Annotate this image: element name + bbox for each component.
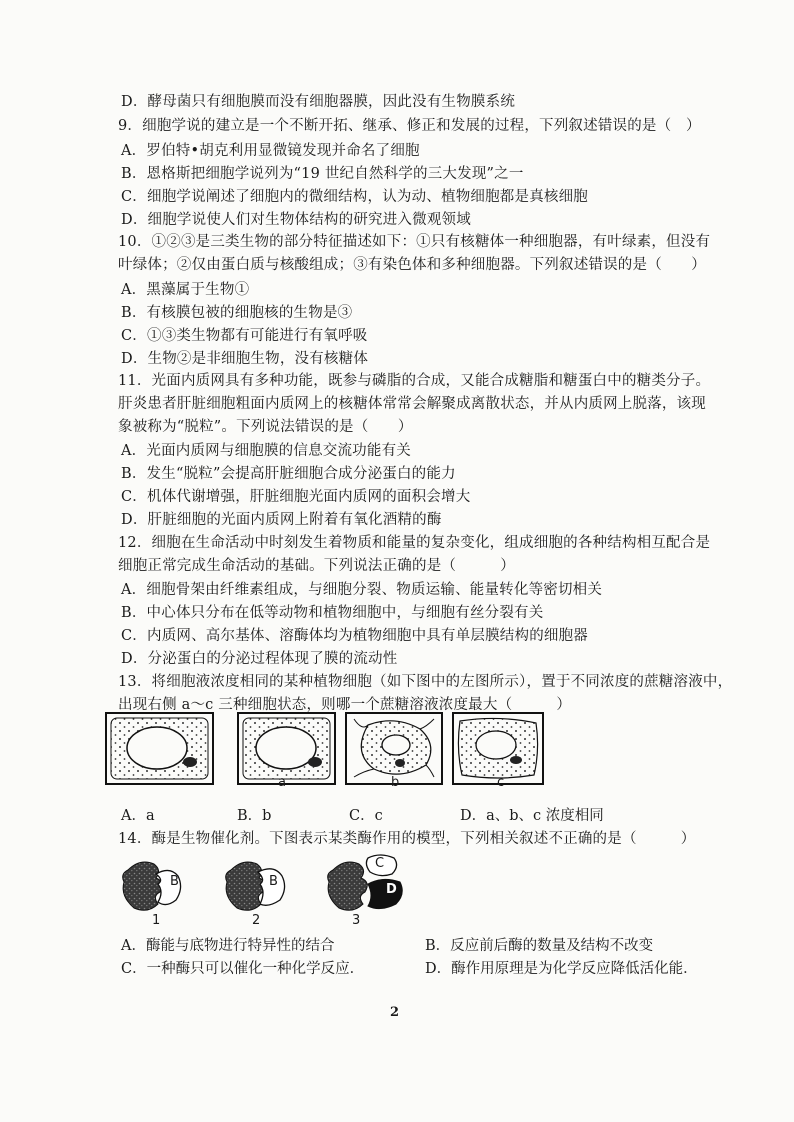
- cell-b: [346, 713, 442, 784]
- q11-option-a: A．光面内质网与细胞膜的信息交流功能有关: [121, 443, 411, 459]
- page-number: 2: [390, 1005, 400, 1020]
- q11-stem-line3: 象被称为“脱粒”。下列说法错误的是（ ）: [118, 419, 413, 435]
- q11-stem-line1: 11．光面内质网具有多种功能，既参与磷脂的合成，又能合成糖脂和糖蛋白中的糖类分子。: [118, 373, 711, 389]
- enzyme-label-2: 2: [252, 913, 261, 928]
- q9-stem: 9．细胞学说的建立是一个不断开拓、继承、修正和发展的过程，下列叙述错误的是（ ）: [118, 118, 701, 134]
- q11-stem-line2: 肝炎患者肝脏细胞粗面内质网上的核糖体常常会解聚成离散状态，并从内质网上脱落，该现: [118, 396, 706, 412]
- plant-cell-figure: [100, 705, 560, 810]
- q13-option-a: A．a: [121, 808, 155, 824]
- enzyme-label-1: 1: [152, 913, 161, 928]
- q13-stem-line1: 13．将细胞液浓度相同的某种植物细胞（如下图中的左图所示），置于不同浓度的蔗糖溶液中，: [118, 674, 733, 690]
- enzyme-part-c: C: [375, 856, 385, 871]
- cell-label-c: c: [497, 775, 505, 790]
- cell-label-b: b: [391, 775, 400, 790]
- q10-option-b: B．有核膜包被的细胞核的生物是③: [121, 305, 353, 321]
- q9-option-b: B．恩格斯把细胞学说列为“19 世纪自然科学的三大发现”之一: [121, 166, 524, 182]
- q11-option-b: B．发生“脱粒”会提高肝脏细胞合成分泌蛋白的能力: [121, 466, 456, 482]
- q8-option-d: D．酵母菌只有细胞膜而没有细胞器膜，因此没有生物膜系统: [121, 94, 516, 110]
- q13-option-c: C．c: [349, 808, 383, 824]
- q13-option-b: B．b: [237, 808, 272, 824]
- q13-option-d: D．a、b、c 浓度相同: [460, 808, 604, 824]
- cell-a: [238, 713, 335, 784]
- q10-stem-line1: 10．①②③是三类生物的部分特征描述如下：①只有核糖体一种细胞器，有叶绿素，但没有: [118, 234, 711, 250]
- q12-stem-line2: 细胞正常完成生命活动的基础。下列说法正确的是（ ）: [118, 558, 515, 574]
- q10-option-a: A．黑藻属于生物①: [121, 282, 250, 298]
- cell-label-a: a: [278, 775, 286, 790]
- nucleus-icon: [308, 757, 322, 767]
- enzyme-part-b-2: B: [269, 874, 278, 889]
- q13-stem-line2: 出现右侧 a～c 三种细胞状态，则哪一个蔗糖溶液浓度最大（ ）: [118, 697, 572, 713]
- q14-option-b: B．反应前后酶的数量及结构不改变: [425, 938, 654, 954]
- q14-option-d: D．酶作用原理是为化学反应降低活化能．: [425, 961, 698, 977]
- q9-option-d: D．细胞学说使人们对生物体结构的研究进入微观领域: [121, 212, 471, 228]
- q11-option-d: D．肝脏细胞的光面内质网上附着有氧化酒精的酶: [121, 512, 442, 528]
- q14-option-c: C．一种酶只可以催化一种化学反应．: [121, 961, 365, 977]
- nucleus-icon: [510, 756, 522, 764]
- q12-option-a: A．细胞骨架由纤维素组成，与细胞分裂、物质运输、能量转化等密切相关: [121, 582, 603, 598]
- original-cell: [106, 713, 213, 784]
- q12-option-c: C．内质网、高尔基体、溶酶体均为植物细胞中具有单层膜结构的细胞器: [121, 628, 588, 644]
- enzyme-label-3: 3: [352, 913, 361, 928]
- q9-option-a: A．罗伯特•胡克利用显微镜发现并命名了细胞: [121, 143, 420, 159]
- enzyme-model-figure: [118, 852, 418, 932]
- nucleus-icon: [395, 759, 405, 767]
- q14-stem: 14．酶是生物催化剂。下图表示某类酶作用的模型，下列相关叙述不正确的是（ ）: [118, 831, 696, 847]
- q14-option-a: A．酶能与底物进行特异性的结合: [121, 938, 335, 954]
- q10-option-c: C．①③类生物都有可能进行有氧呼吸: [121, 328, 368, 344]
- q12-stem-line1: 12．细胞在生命活动中时刻发生着物质和能量的复杂变化，组成细胞的各种结构相互配合是: [118, 535, 711, 551]
- q9-option-c: C．细胞学说阐述了细胞内的微细结构，认为动、植物细胞都是真核细胞: [121, 189, 588, 205]
- q11-option-c: C．机体代谢增强，肝脏细胞光面内质网的面积会增大: [121, 489, 471, 505]
- q12-option-b: B．中心体只分布在低等动物和植物细胞中，与细胞有丝分裂有关: [121, 605, 544, 621]
- q10-option-d: D．生物②是非细胞生物，没有核糖体: [121, 351, 369, 367]
- q12-option-d: D．分泌蛋白的分泌过程体现了膜的流动性: [121, 651, 398, 667]
- cell-c: [453, 713, 543, 784]
- nucleus-icon: [183, 757, 197, 767]
- q10-stem-line2: 叶绿体；②仅由蛋白质与核酸组成；③有染色体和多种细胞器。下列叙述错误的是（ ）: [118, 257, 706, 273]
- enzyme-part-b-1: B: [170, 874, 179, 889]
- enzyme-part-d: D: [386, 882, 397, 897]
